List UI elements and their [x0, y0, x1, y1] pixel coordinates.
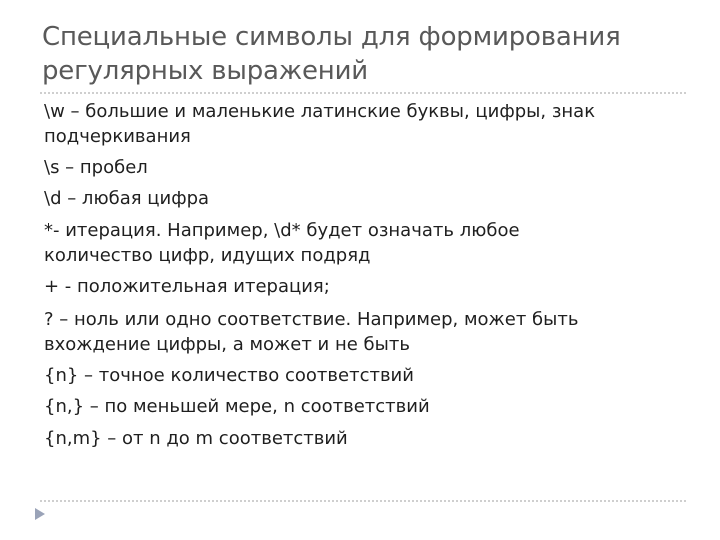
title-divider	[40, 92, 686, 94]
item-s: \s – пробел	[44, 157, 148, 178]
item-star-line-2: количество цифр, идущих подряд	[44, 245, 371, 266]
item-n-m: {n,m} – от n до m соответствий	[44, 428, 348, 449]
title-line-2: регулярных выражений	[42, 56, 368, 86]
item-d: \d – любая цифра	[44, 188, 210, 209]
item-question-line-1: ? – ноль или одно соответствие. Например, может быть	[44, 309, 579, 330]
item-plus: + - положительная итерация;	[44, 276, 330, 297]
item-w-line-2: подчеркивания	[44, 126, 191, 147]
item-n-comma: {n,} – по меньшей мере, n соответствий	[44, 396, 430, 417]
item-question-line-2: вхождение цифры, а может и не быть	[44, 334, 410, 355]
item-n: {n} – точное количество соответствий	[44, 365, 414, 386]
title-line-1: Специальные символы для формирования	[42, 22, 621, 52]
triangle-right-icon	[34, 507, 46, 521]
footer-divider	[40, 500, 686, 502]
slide-title	[42, 20, 682, 88]
slide-body	[44, 100, 675, 450]
item-star-line-1: *- итерация. Например, \d* будет означать любое	[44, 220, 520, 241]
item-w-line-1: \w – большие и маленькие латинские буквы, цифры, знак	[44, 101, 596, 122]
